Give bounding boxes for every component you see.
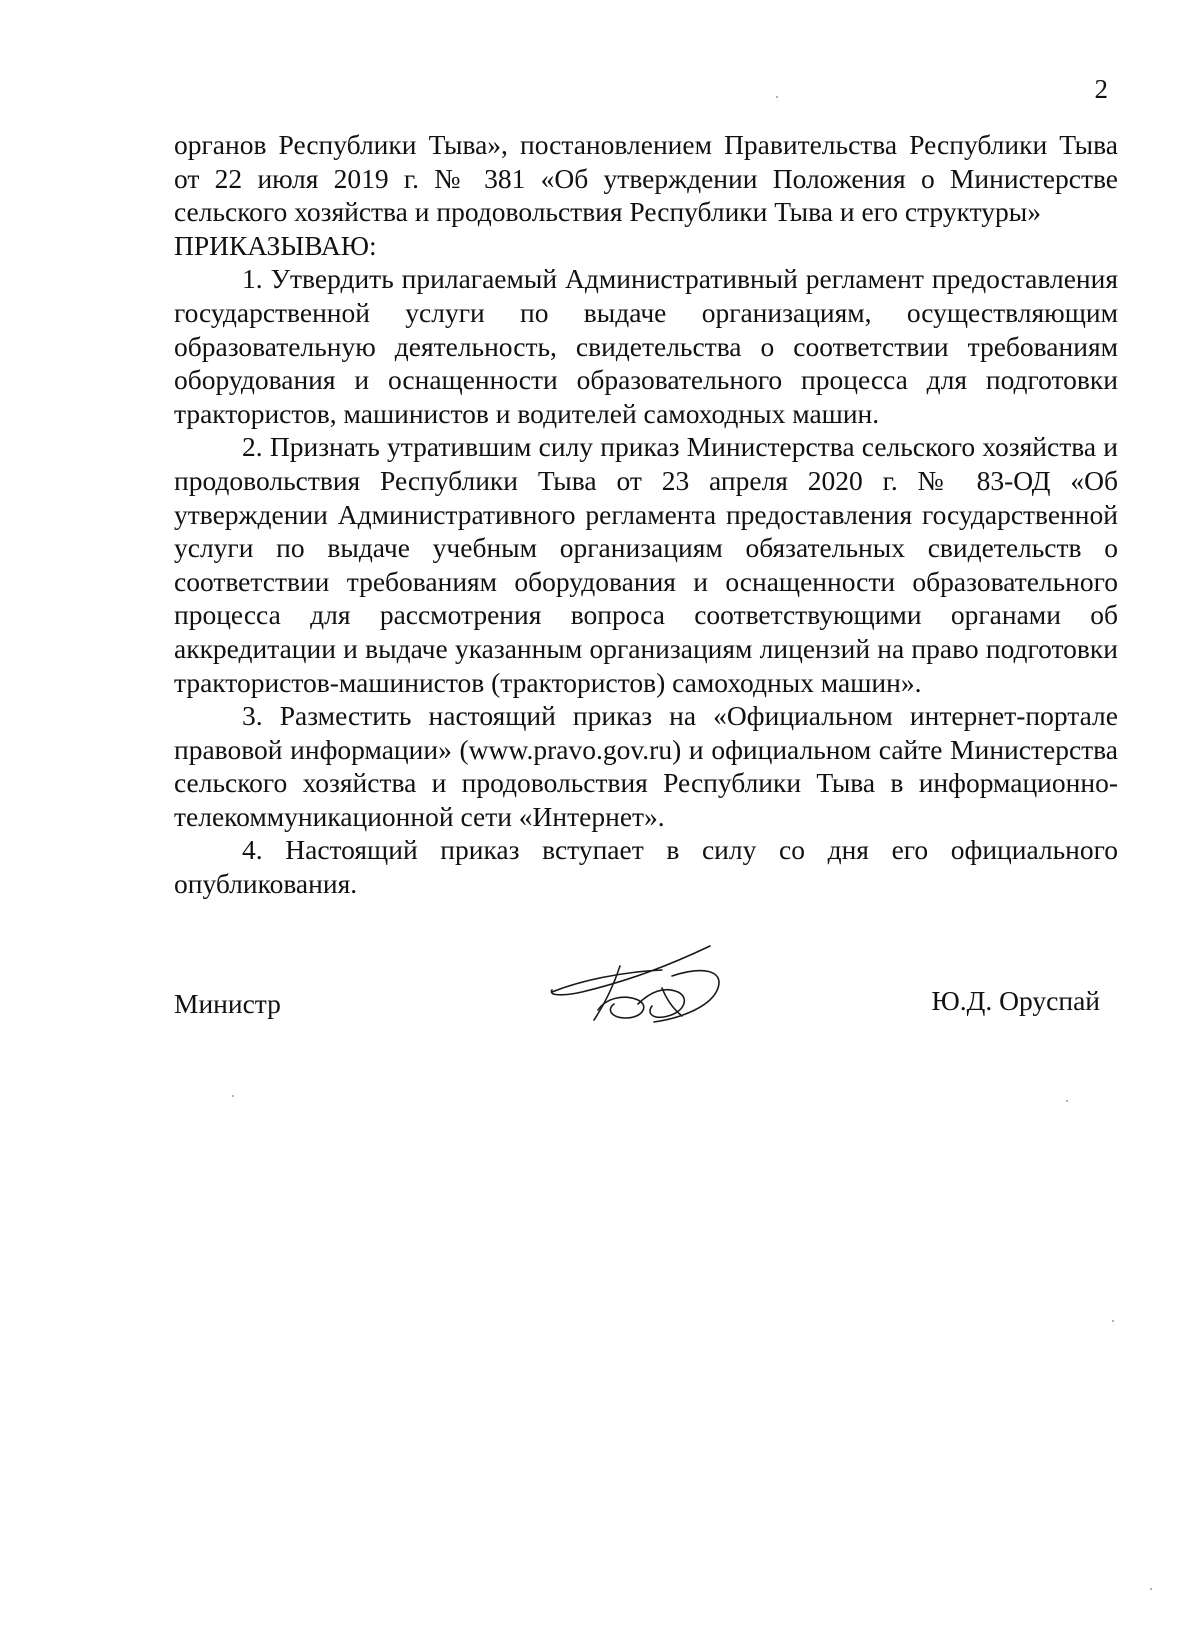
scan-speck bbox=[232, 1095, 234, 1097]
order-body bbox=[174, 128, 1118, 901]
scan-speck bbox=[1112, 1320, 1114, 1322]
signature-block bbox=[174, 936, 1118, 1046]
paragraph-item-2: 2. Признать утратившим силу приказ Министерства сельского хозяйства и продовольствия Республики Тыва от 23 апреля 2020 г. № 83-ОД «Об утверждении Административного регламента предоставления государственной услуги по выдаче учебным организациям обязательных свидетельств о соответствии требованиям оборудования и оснащенности образовательного процесса для рассмотрения вопроса соответствующими органами об аккредитации и выдаче указанным организациям лицензий на право подготовки трактористов-машинистов (трактористов) самоходных машин». bbox=[174, 431, 1118, 698]
handwritten-signature bbox=[542, 936, 742, 1036]
paragraph-item-4: 4. Настоящий приказ вступает в силу со дня его официального опубликования. bbox=[174, 834, 1118, 900]
paragraph-item-3: 3. Разместить настоящий приказ на «Официальном интернет-портале правовой информации» (www.pravo.gov.ru) и официальном сайте Министерства сельского хозяйства и продовольствия Республики Тыва в информационно-телекоммуникационной сети «Интернет». bbox=[174, 700, 1118, 832]
scan-speck bbox=[776, 96, 778, 98]
page-number: 2 bbox=[1094, 74, 1108, 104]
paragraph-intro: органов Республики Тыва», постановлением Правительства Республики Тыва от 22 июля 2019 г. № 381 «Об утверждении Положения о Министерстве сельского хозяйства и продовольствия Республики Тыва и его структуры» bbox=[174, 129, 1118, 228]
signatory-role: Министр bbox=[174, 988, 281, 1019]
signatory-name: Ю.Д. Оруспай bbox=[931, 985, 1100, 1016]
order-word: ПРИКАЗЫВАЮ: bbox=[174, 229, 377, 261]
scan-speck bbox=[1150, 1588, 1152, 1590]
paragraph-item-1: 1. Утвердить прилагаемый Административный регламент предоставления государственной услуги по выдаче организациям, осуществляющим образовательную деятельность, свидетельства о соответствии требованиям оборудования и оснащенности образовательного процесса для подготовки трактористов, машинистов и водителей самоходных машин. bbox=[174, 263, 1118, 429]
scan-speck bbox=[1066, 1100, 1068, 1102]
